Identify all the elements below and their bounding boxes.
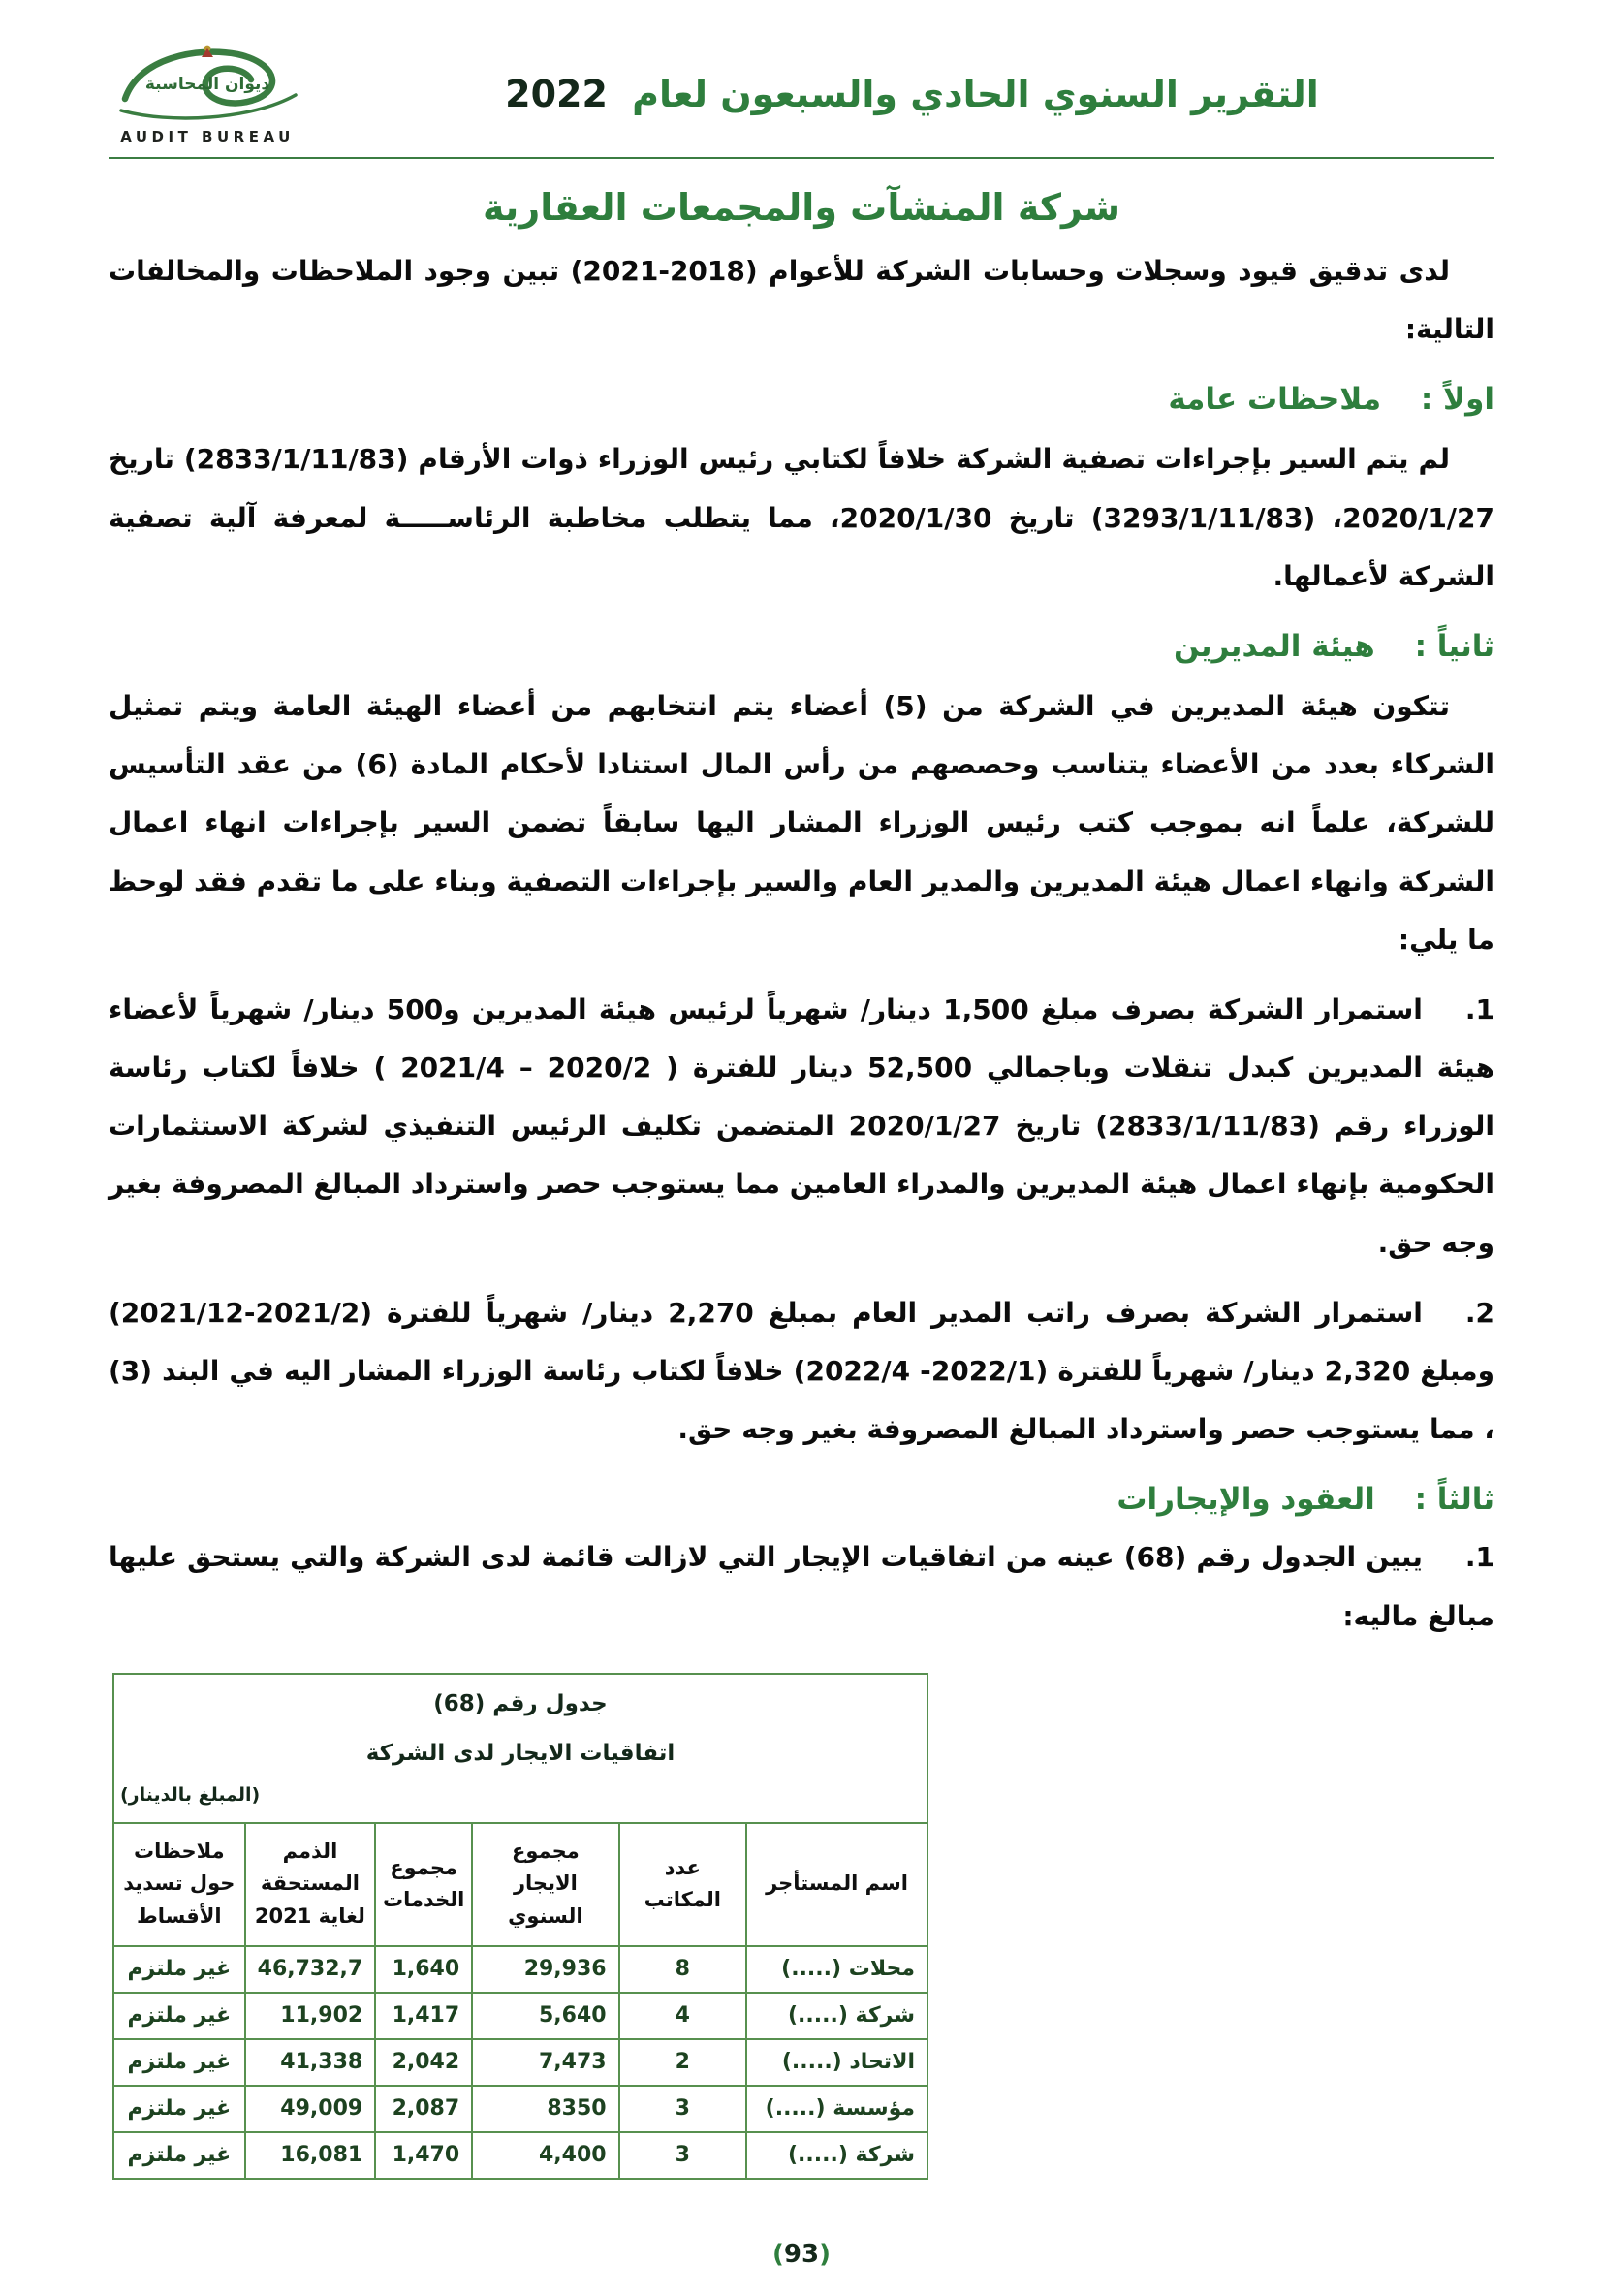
col-header-offices: عدد المكاتب (619, 1823, 746, 1946)
section-heading-board (109, 629, 1494, 664)
annual-rent-cell: 4,400 (472, 2132, 618, 2179)
rent-agreements-table (112, 1673, 928, 2180)
page-footer (0, 2240, 1603, 2269)
offices-cell: 4 (619, 1993, 746, 2039)
section-heading-general-notes (109, 382, 1494, 417)
board-body: تتكون هيئة المديرين في الشركة من (5) أعضاء يتم انتخابهم من أعضاء الهيئة العامة ويتم تمثيل الشركاء بعدد من الأعضاء يتناسب وحصصهم من رأس المال استنادا لأحكام المادة (6) من عقد التأسيس للشركة، علماً انه بموجب كتب رئيس الوزراء المشار اليها سابقاً تضمن السير بإجراءات انهاء اعمال الشركة وانهاء اعمال هيئة المديرين والمدير العام والسير بإجراءات التصفية وبناء على ما تقدم فقد لوحظ ما يلي: (109, 689, 1494, 956)
annual-rent-cell: 8350 (472, 2086, 618, 2132)
dues-cell: 11,902 (245, 1993, 376, 2039)
offices-cell: 2 (619, 2039, 746, 2086)
calligraphy-logo-icon (111, 43, 303, 122)
table-header-row (113, 1823, 927, 1946)
general-notes-body: لم يتم السير بإجراءات تصفية الشركة خلافاً لكتابي رئيس الوزراء ذوات الأرقام (2833/1/11/83) تاريخ 2020/1/27، (3293/1/11/83) تاريخ 2020/1/30، مما يتطلب مخاطبة الرئاســـــة لمعرفة آلية تصفية الشركة لأعمالها. (109, 443, 1494, 592)
tenant-cell: الاتحاد (.....) (746, 2039, 927, 2086)
section-title: العقود والإيجارات (1116, 1482, 1375, 1518)
services-cell: 1,470 (375, 2132, 472, 2179)
page-title: شركة المنشآت والمجمعات العقارية (483, 186, 1120, 229)
col-header-tenant: اسم المستأجر (746, 1823, 927, 1946)
item-text: استمرار الشركة بصرف راتب المدير العام بمبلغ 2,270 دينار/ شهرياً للفترة (2021/2-2021/12) ومبلغ 2,320 دينار/ شهرياً للفترة (2022/1- 2022/4) خلافاً لكتاب رئاسة الوزراء المشار اليه في البند (3) ، مما يستوجب حصر واسترداد المبالغ المصروفة بغير وجه حق. (109, 1296, 1495, 1446)
offices-cell: 3 (619, 2086, 746, 2132)
item-text: يبين الجدول رقم (68) عينه من اتفاقيات الإيجار التي لازالت قائمة لدى الشركة والتي يستحق عليها مبالغ ماليه: (109, 1541, 1494, 1632)
table-number-title: جدول رقم (68) (433, 1690, 608, 1716)
logo-english-name: AUDIT BUREAU (120, 128, 295, 145)
section-ordinal: ثالثاً : (1414, 1482, 1494, 1518)
table-caption (113, 1674, 927, 1823)
table-unit-note: (المبلغ بالدينار) (120, 1784, 261, 1807)
footer-paren-open: ( (772, 2239, 784, 2269)
dues-cell: 46,732,7 (245, 1946, 376, 1993)
annual-rent-cell: 7,473 (472, 2039, 618, 2086)
tenant-cell: محلات (.....) (746, 1946, 927, 1993)
section-title: ملاحظات عامة (1168, 382, 1382, 418)
col-header-notes: ملاحظات حول تسديد الأقساط (113, 1823, 245, 1946)
offices-cell: 3 (619, 2132, 746, 2179)
notes-cell: غير ملتزم (113, 2086, 245, 2132)
table-subtitle: اتفاقيات الايجار لدى الشركة (365, 1740, 676, 1766)
services-cell: 2,087 (375, 2086, 472, 2132)
intro-paragraph: لدى تدقيق قيود وسجلات وحسابات الشركة للأعوام (2018-2021) تبين وجود الملاحظات والمخالفات التالية: (109, 255, 1494, 346)
report-year: 2022 (505, 73, 608, 115)
section-ordinal: اولاً : (1420, 382, 1494, 418)
offices-cell: 8 (619, 1946, 746, 1993)
notes-cell: غير ملتزم (113, 2039, 245, 2086)
board-item-1 (109, 981, 1494, 1273)
dues-cell: 49,009 (245, 2086, 376, 2132)
notes-cell: غير ملتزم (113, 1993, 245, 2039)
audit-bureau-logo (109, 43, 306, 145)
services-cell: 2,042 (375, 2039, 472, 2086)
section-ordinal: ثانياً : (1414, 628, 1494, 664)
annual-rent-cell: 5,640 (472, 1993, 618, 2039)
item-number: 1. (1464, 992, 1494, 1025)
item-number: 1. (1464, 1541, 1495, 1574)
services-cell: 1,640 (375, 1946, 472, 1993)
table-row (113, 2086, 927, 2132)
col-header-dues: الذمم المستحقة لغاية 2021 (245, 1823, 376, 1946)
table-caption-row (113, 1674, 927, 1823)
notes-cell: غير ملتزم (113, 1946, 245, 1993)
dues-cell: 16,081 (245, 2132, 376, 2179)
section-title: هيئة المديرين (1173, 628, 1375, 664)
table-row (113, 2132, 927, 2179)
table-row (113, 1993, 927, 2039)
footer-paren-close: ) (819, 2239, 831, 2269)
report-title (330, 73, 1494, 115)
header-rule (109, 157, 1494, 159)
page-number: 93 (783, 2239, 820, 2269)
table-row (113, 2039, 927, 2086)
col-header-services: مجموع الخدمات (375, 1823, 472, 1946)
tenant-cell: شركة (.....) (746, 1993, 927, 2039)
dues-cell: 41,338 (245, 2039, 376, 2086)
report-title-text: التقرير السنوي الحادي والسبعون لعام (632, 73, 1319, 115)
page-header (109, 43, 1494, 155)
annual-rent-cell: 29,936 (472, 1946, 618, 1993)
logo-arabic-name: ديوان المحاسبة (144, 75, 270, 94)
tenant-cell: شركة (.....) (746, 2132, 927, 2179)
services-cell: 1,417 (375, 1993, 472, 2039)
item-number: 2. (1464, 1296, 1494, 1329)
table-row (113, 1946, 927, 1993)
item-text: استمرار الشركة بصرف مبلغ 1,500 دينار/ شهرياً لرئيس هيئة المديرين و500 دينار/ شهرياً لأعضاء هيئة المديرين كبدل تنقلات وباجمالي 52,500 دينار للفترة ( 2020/2 – 2021/4 ) خلافاً لكتاب رئاسة الوزراء رقم (2833/1/11/83) تاريخ 2020/1/27 المتضمن تكليف الرئيس التنفيذي لشركة الاستثمارات الحكومية بإنهاء اعمال هيئة المديرين والمدراء العامين مما يستوجب حصر واسترداد المبالغ المصروفة بغير وجه حق. (109, 992, 1494, 1259)
board-item-2 (109, 1284, 1494, 1460)
notes-cell: غير ملتزم (113, 2132, 245, 2179)
section-heading-contracts (109, 1482, 1494, 1517)
contracts-item-1 (109, 1528, 1494, 1645)
col-header-annual-rent: مجموع الايجار السنوي (472, 1823, 618, 1946)
tenant-cell: مؤسسة (.....) (746, 2086, 927, 2132)
